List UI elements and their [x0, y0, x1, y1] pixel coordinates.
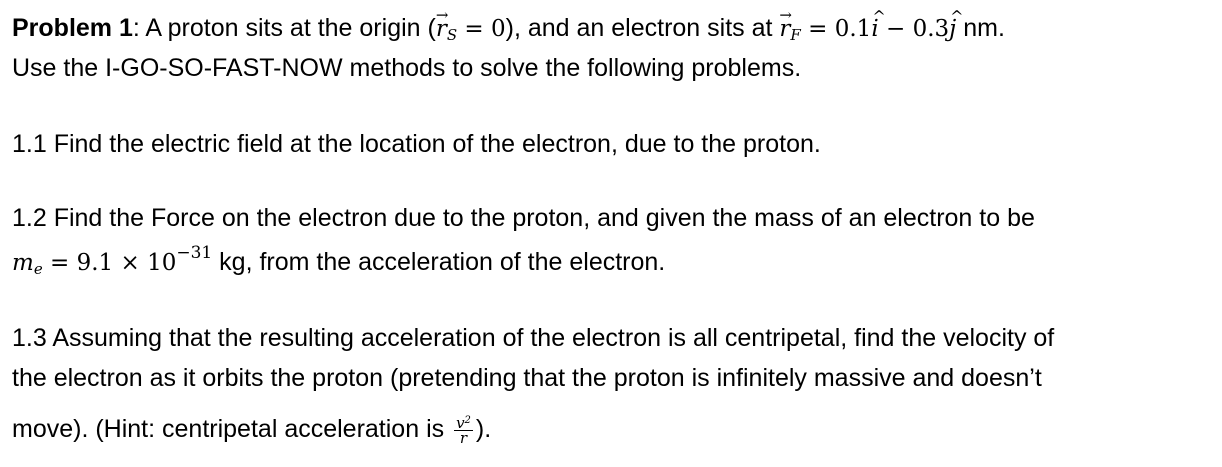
vector-r-s: → r	[436, 14, 447, 44]
intro-text-b: ), and an electron sits at	[505, 14, 780, 42]
question-1-3-closing: ).	[475, 415, 492, 443]
unit-vector-i: ^ i	[871, 14, 878, 44]
proton-position-equation	[436, 16, 506, 42]
vector-r-f: → r	[779, 14, 790, 44]
mass-value: = 9.1 × 10	[42, 250, 177, 276]
mass-subscript: e	[33, 260, 43, 278]
numerator-exponent: 2	[464, 414, 471, 426]
mass-exponent: −31	[176, 243, 213, 263]
question-1-1: 1.1 Find the electric field at the location of the electron, due to the proton.	[12, 130, 821, 158]
subscript-f: F	[790, 26, 801, 44]
rs-equals-zero: = 0	[457, 16, 506, 42]
fraction-denominator: r	[459, 428, 468, 447]
rf-equals-b: − 0.3	[878, 16, 950, 42]
problem-heading-colon: :	[132, 14, 140, 42]
question-1-3-line-3	[12, 414, 491, 445]
mass-symbol: m	[12, 250, 34, 276]
unit-vector-j: ^ j	[949, 14, 956, 44]
question-1-3-line-2: the electron as it orbits the proton (pretending that the proton is infinitely massive and doesn’t	[12, 364, 1042, 392]
intro-text-c: nm.	[956, 14, 1005, 42]
centripetal-fraction	[454, 413, 473, 447]
electron-mass-equation	[12, 243, 213, 278]
numerator-v: v	[456, 413, 465, 432]
subscript-s: S	[446, 26, 458, 44]
question-1-2-line-2	[12, 243, 666, 278]
question-1-3-hint-text: move). (Hint: centripetal acceleration is	[12, 415, 452, 443]
question-1-3-line-1: 1.3 Assuming that the resulting acceleration of the electron is all centripetal, find the velocity of	[12, 324, 1055, 352]
electron-position-equation	[779, 16, 956, 42]
problem-heading: Problem 1	[12, 14, 133, 42]
problem-statement-line-1	[12, 13, 1005, 44]
question-1-2-rest: kg, from the acceleration of the electron.	[212, 248, 666, 276]
problem-statement-line-2: Use the I-GO-SO-FAST-NOW methods to solve the following problems.	[12, 54, 802, 82]
question-1-2-line-1: 1.2 Find the Force on the electron due to the proton, and given the mass of an electron to be	[12, 204, 1035, 232]
intro-text-a: A proton sits at the origin (	[139, 14, 436, 42]
rf-equals-a: = 0.1	[800, 16, 872, 42]
